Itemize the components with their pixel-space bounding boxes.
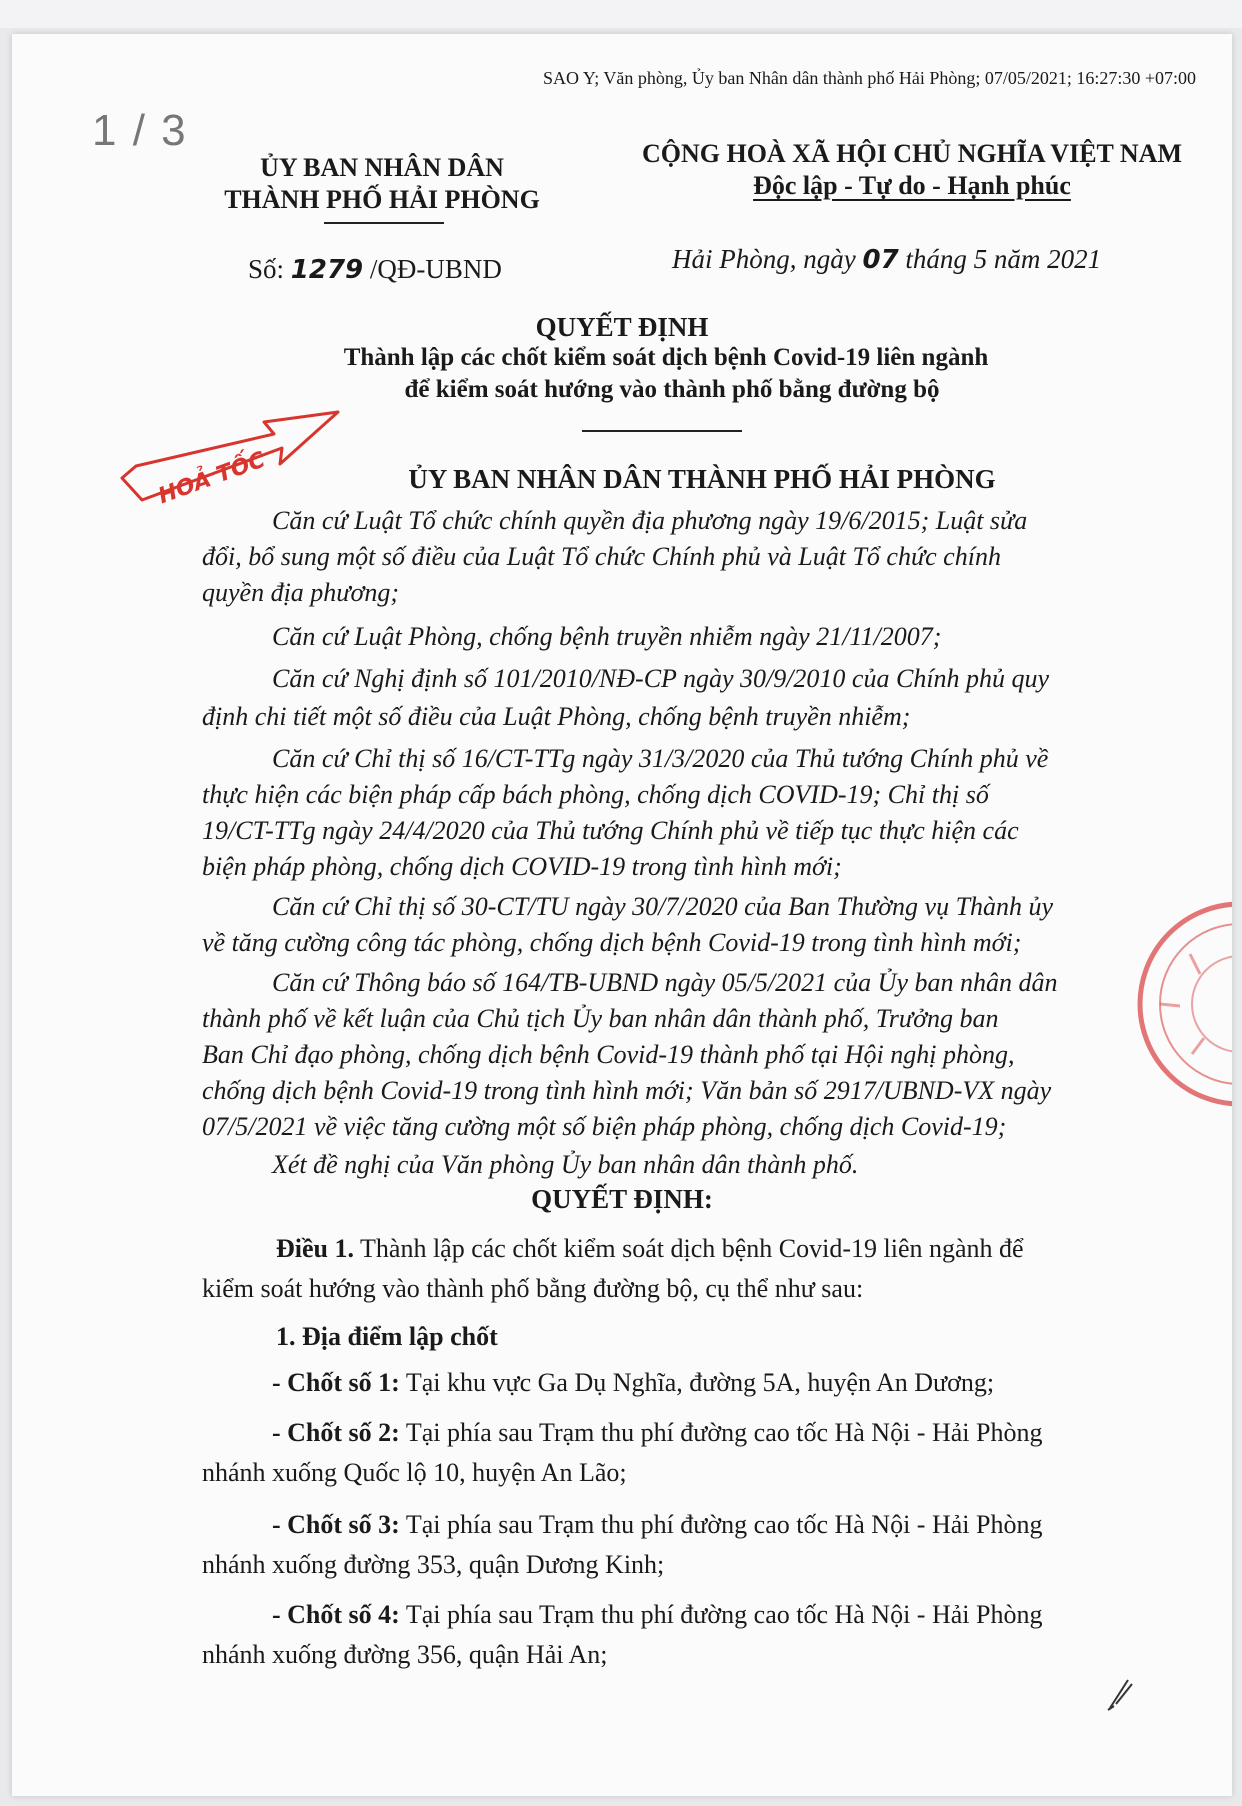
ground-line: định chi tiết một số điều của Luật Phòng, chống bệnh truyền nhiễm; [202, 702, 911, 731]
title-divider [582, 430, 742, 432]
ground-line: Căn cứ Luật Phòng, chống bệnh truyền nhiễm ngày 21/11/2007; [272, 622, 942, 651]
ground-line: thực hiện các biện pháp cấp bách phòng, chống dịch COVID-19; Chỉ thị số [202, 780, 989, 809]
document-date: Hải Phòng, ngày 07 tháng 5 năm 2021 [672, 244, 1102, 275]
viewer-top-bar [0, 0, 1242, 28]
issuing-authority: ỦY BAN NHÂN DÂN THÀNH PHỐ HẢI PHÒNG [408, 464, 996, 494]
ground-line: Căn cứ Chỉ thị số 30-CT/TU ngày 30/7/2020 của Ban Thường vụ Thành ủy [272, 892, 1054, 921]
checkpoint-2: - Chốt số 2: Tại phía sau Trạm thu phí đường cao tốc Hà Nội - Hải Phòng [272, 1418, 1043, 1447]
header-left-line-1: ỦY BAN NHÂN DÂN [260, 153, 504, 182]
ground-line: Xét đề nghị của Văn phòng Ủy ban nhân dân thành phố. [272, 1150, 859, 1179]
ground-line: Căn cứ Chỉ thị số 16/CT-TTg ngày 31/3/2020 của Thủ tướng Chính phủ về [272, 744, 1049, 773]
header-right [612, 138, 1212, 202]
ground-line: 19/CT-TTg ngày 24/4/2020 của Thủ tướng Chính phủ về tiếp tục thực hiện các [202, 816, 1019, 845]
header-left-divider [324, 222, 444, 224]
header-left-line-2: THÀNH PHỐ HẢI PHÒNG [224, 185, 540, 214]
initial-mark-icon [1102, 1674, 1142, 1714]
ground-line: 07/5/2021 về việc tăng cường một số biện pháp phòng, chống dịch Covid-19; [202, 1112, 1007, 1141]
page-indicator: 1 / 3 [92, 106, 188, 155]
ground-line: biện pháp phòng, chống dịch COVID-19 trong tình hình mới; [202, 852, 842, 881]
checkpoint-3-cont: nhánh xuống đường 353, quận Dương Kinh; [202, 1550, 665, 1579]
ground-line: Căn cứ Luật Tổ chức chính quyền địa phương ngày 19/6/2015; Luật sửa [272, 506, 1028, 535]
checkpoint-2-cont: nhánh xuống Quốc lộ 10, huyện An Lão; [202, 1458, 627, 1487]
certification-line: SAO Y; Văn phòng, Ủy ban Nhân dân thành phố Hải Phòng; 07/05/2021; 16:27:30 +07:00 [543, 68, 1196, 88]
urgent-stamp-text: HOẢ TỐC [155, 447, 269, 510]
ground-line: Căn cứ Thông báo số 164/TB-UBND ngày 05/5/2021 của Ủy ban nhân dân [272, 968, 1058, 997]
handwritten-day: 07 [862, 245, 899, 275]
ground-line: đổi, bổ sung một số điều của Luật Tổ chức Chính phủ và Luật Tổ chức chính [202, 542, 1001, 571]
document-page [12, 34, 1232, 1796]
checkpoint-3: - Chốt số 3: Tại phía sau Trạm thu phí đường cao tốc Hà Nội - Hải Phòng [272, 1510, 1043, 1539]
ground-line: chống dịch bệnh Covid-19 trong tình hình mới; Văn bản số 2917/UBND-VX ngày [202, 1076, 1052, 1105]
ground-line: quyền địa phương; [202, 578, 400, 607]
ground-line: Ban Chỉ đạo phòng, chống dịch bệnh Covid-19 thành phố tại Hội nghị phòng, [202, 1040, 1015, 1069]
official-seal-icon [1130, 894, 1232, 1114]
header-left [202, 152, 562, 216]
article-1-label: Điều 1. [276, 1234, 354, 1263]
subtitle-line-2: để kiểm soát hướng vào thành phố bằng đường bộ [404, 376, 940, 403]
ground-line: thành phố về kết luận của Chủ tịch Ủy ban nhân dân thành phố, Trưởng ban [202, 1004, 999, 1033]
checkpoint-4-cont: nhánh xuống đường 356, quận Hải An; [202, 1640, 608, 1669]
decision-heading: QUYẾT ĐỊNH: [531, 1184, 713, 1214]
ground-line: Căn cứ Nghị định số 101/2010/NĐ-CP ngày 30/9/2010 của Chính phủ quy [272, 664, 1050, 693]
ground-line: về tăng cường công tác phòng, chống dịch bệnh Covid-19 trong tình hình mới; [202, 928, 1022, 957]
checkpoint-4: - Chốt số 4: Tại phía sau Trạm thu phí đường cao tốc Hà Nội - Hải Phòng [272, 1600, 1043, 1629]
checkpoint-1: - Chốt số 1: Tại khu vực Ga Dụ Nghĩa, đường 5A, huyện An Dương; [272, 1368, 995, 1397]
document-title: QUYẾT ĐỊNH [535, 312, 709, 342]
section-1-heading: 1. Địa điểm lập chốt [276, 1322, 498, 1351]
subtitle-line-1: Thành lập các chốt kiểm soát dịch bệnh Covid-19 liên ngành [343, 344, 989, 371]
handwritten-number: 1279 [290, 255, 364, 285]
national-motto: Độc lập - Tự do - Hạnh phúc [753, 171, 1071, 200]
article-1-line-2: kiểm soát hướng vào thành phố bằng đường bộ, cụ thể như sau: [202, 1274, 864, 1303]
article-1-line-1: Điều 1. Thành lập các chốt kiểm soát dịch bệnh Covid-19 liên ngành để [276, 1234, 1024, 1263]
document-number: Số: 1279 /QĐ-UBND [248, 254, 502, 285]
national-title: CỘNG HOÀ XÃ HỘI CHỦ NGHĨA VIỆT NAM [641, 139, 1183, 168]
